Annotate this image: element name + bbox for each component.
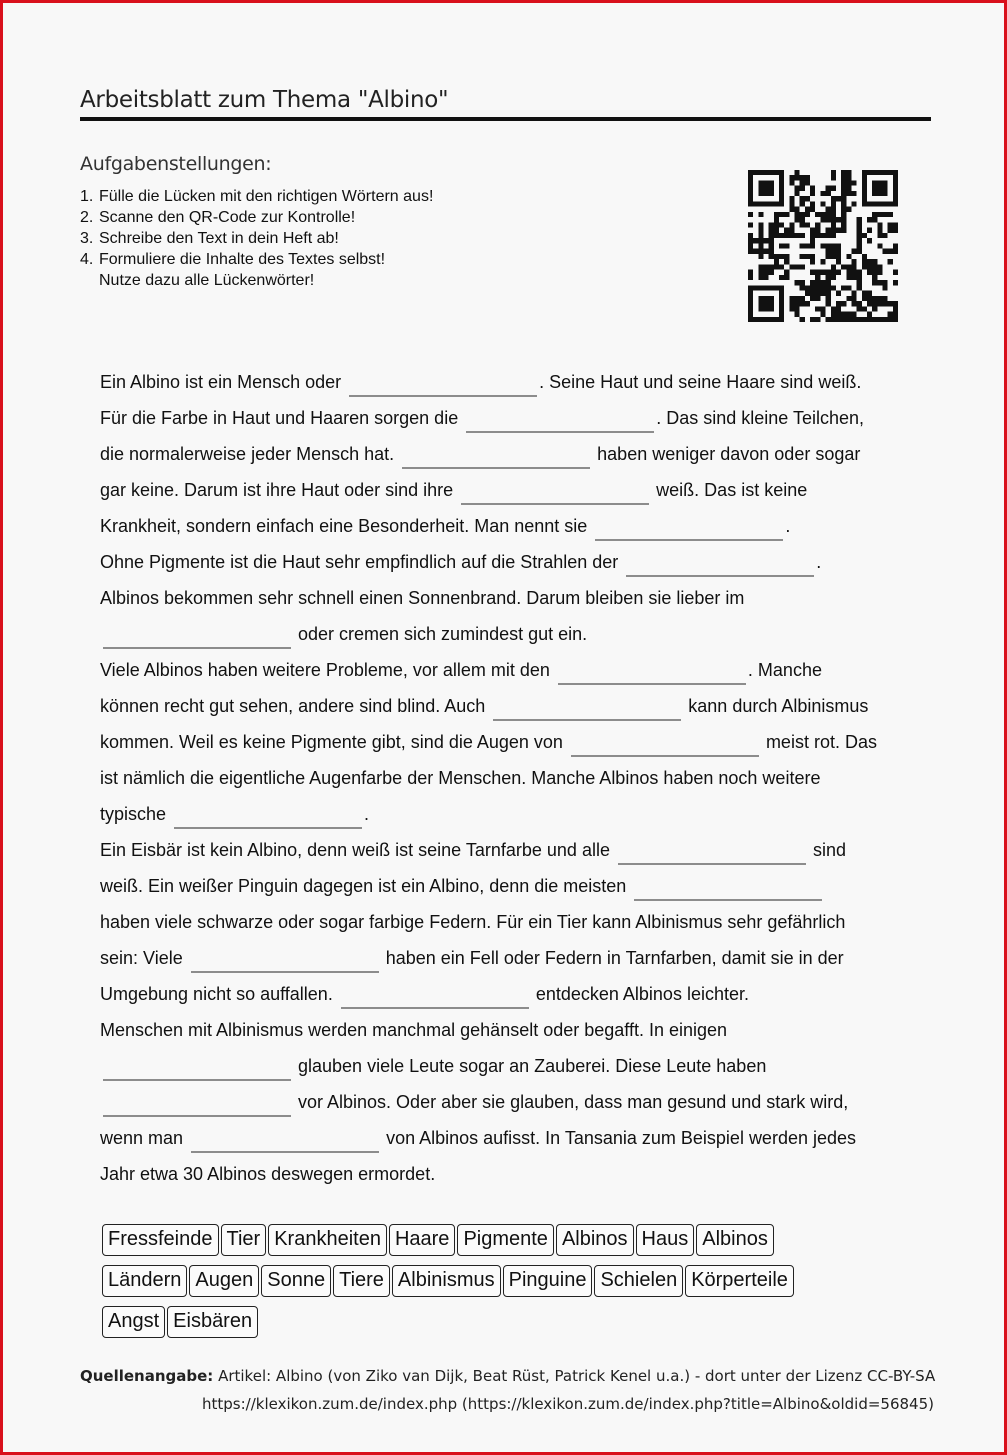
page-title: Arbeitsblatt zum Thema "Albino"	[80, 87, 931, 121]
word-chip[interactable]: Albinismus	[392, 1265, 501, 1297]
text-segment: oder cremen sich zumindest gut ein.	[293, 624, 588, 644]
text-line	[100, 976, 930, 1012]
text-segment: .	[816, 552, 822, 572]
text-line	[100, 544, 930, 580]
text-line	[100, 436, 930, 472]
blank-gap[interactable]	[349, 373, 537, 397]
text-segment: gar keine. Darum ist ihre Haut oder sind ihre	[100, 480, 459, 500]
text-segment: Jahr etwa 30 Albinos deswegen ermordet.	[100, 1164, 436, 1184]
text-segment: meist rot. Das	[760, 732, 877, 752]
source-url[interactable]: https://klexikon.zum.de/index.php (https://klexikon.zum.de/index.php?title=Albino&oldid=56845)	[202, 1395, 934, 1413]
source-label: Quellenangabe:	[80, 1367, 214, 1385]
text-line	[100, 1084, 930, 1120]
text-line	[100, 1012, 930, 1048]
text-segment: Menschen mit Albinismus werden manchmal gehänselt oder begafft. In einigen	[100, 1020, 728, 1040]
blank-gap[interactable]	[402, 445, 590, 469]
blank-gap[interactable]	[103, 1057, 291, 1081]
task-item: 3. Schreibe den Text in dein Heft ab!	[80, 230, 339, 247]
text-segment: typische	[100, 804, 172, 824]
text-segment: sein: Viele	[100, 948, 188, 968]
text-segment: Ein Eisbär ist kein Albino, denn weiß ist seine Tarnfarbe und alle	[100, 840, 615, 860]
text-segment: Für die Farbe in Haut und Haaren sorgen die	[100, 408, 464, 428]
cloze-text	[100, 364, 930, 1192]
word-chip[interactable]: Krankheiten	[268, 1224, 387, 1256]
word-chip[interactable]: Haus	[636, 1224, 695, 1256]
text-segment: Albinos bekommen sehr schnell einen Sonnenbrand. Darum bleiben sie lieber im	[100, 588, 745, 608]
word-chip[interactable]: Eisbären	[167, 1306, 258, 1338]
text-segment: vor Albinos. Oder aber sie glauben, dass man gesund und stark wird,	[293, 1092, 849, 1112]
text-segment: entdecken Albinos leichter.	[530, 984, 749, 1004]
word-bank-row	[102, 1306, 902, 1347]
text-segment: von Albinos aufisst. In Tansania zum Beispiel werden jedes	[381, 1128, 857, 1148]
word-bank	[102, 1224, 902, 1347]
qr-code-icon[interactable]	[748, 170, 898, 322]
task-item: 4. Formuliere die Inhalte des Textes selbst!	[80, 251, 386, 268]
word-chip[interactable]: Albinos	[556, 1224, 634, 1256]
blank-gap[interactable]	[571, 733, 759, 757]
blank-gap[interactable]	[595, 517, 783, 541]
word-chip[interactable]: Sonne	[261, 1265, 331, 1297]
text-line	[100, 616, 930, 652]
text-line	[100, 832, 930, 868]
blank-gap[interactable]	[493, 697, 681, 721]
text-line	[100, 1120, 930, 1156]
text-line	[100, 472, 930, 508]
blank-gap[interactable]	[103, 1093, 291, 1117]
blank-gap[interactable]	[626, 553, 814, 577]
text-segment: weiß. Das ist keine	[651, 480, 808, 500]
text-line	[100, 1156, 930, 1192]
word-chip[interactable]: Körperteile	[685, 1265, 794, 1297]
word-chip[interactable]: Tier	[221, 1224, 267, 1256]
text-segment: weiß. Ein weißer Pinguin dagegen ist ein Albino, denn die meisten	[100, 876, 632, 896]
source-text: Artikel: Albino (von Ziko van Dijk, Beat Rüst, Patrick Kenel u.a.) - dort unter der Lizenz CC-BY-SA	[213, 1367, 936, 1385]
blank-gap[interactable]	[466, 409, 654, 433]
text-segment: sind	[807, 840, 846, 860]
text-line	[100, 868, 930, 904]
text-segment: glauben viele Leute sogar an Zauberei. Diese Leute haben	[293, 1056, 767, 1076]
text-line	[100, 508, 930, 544]
text-line	[100, 940, 930, 976]
text-segment: . Das sind kleine Teilchen,	[656, 408, 865, 428]
word-bank-row	[102, 1265, 902, 1306]
blank-gap[interactable]	[174, 805, 362, 829]
word-chip[interactable]: Ländern	[102, 1265, 187, 1297]
blank-gap[interactable]	[618, 841, 806, 865]
task-list	[80, 186, 433, 291]
text-segment: Ohne Pigmente ist die Haut sehr empfindlich auf die Strahlen der	[100, 552, 624, 572]
word-chip[interactable]: Fressfeinde	[102, 1224, 219, 1256]
source-attribution	[80, 1362, 980, 1418]
text-line	[100, 904, 930, 940]
text-line	[100, 724, 930, 760]
blank-gap[interactable]	[461, 481, 649, 505]
task-item: 1. Fülle die Lücken mit den richtigen Wörtern aus!	[80, 188, 434, 205]
text-line	[100, 580, 930, 616]
tasks-heading: Aufgabenstellungen:	[80, 153, 272, 175]
text-segment: haben ein Fell oder Federn in Tarnfarben, damit sie in der	[380, 948, 844, 968]
text-segment: . Manche	[747, 660, 822, 680]
task-item-continuation: Nutze dazu alle Lückenwörter!	[99, 272, 315, 289]
text-segment: kommen. Weil es keine Pigmente gibt, sind die Augen von	[100, 732, 568, 752]
text-segment: kann durch Albinismus	[683, 696, 869, 716]
text-segment: wenn man	[100, 1128, 189, 1148]
text-line	[100, 1048, 930, 1084]
blank-gap[interactable]	[191, 949, 379, 973]
blank-gap[interactable]	[103, 625, 291, 649]
text-segment: können recht gut sehen, andere sind blind. Auch	[100, 696, 491, 716]
text-segment: ist nämlich die eigentliche Augenfarbe der Menschen. Manche Albinos haben noch weitere	[100, 768, 821, 788]
text-line	[100, 652, 930, 688]
text-segment: .	[785, 516, 791, 536]
task-item: 2. Scanne den QR-Code zur Kontrolle!	[80, 209, 356, 226]
blank-gap[interactable]	[634, 877, 822, 901]
text-segment: Viele Albinos haben weitere Probleme, vor allem mit den	[100, 660, 555, 680]
text-line	[100, 796, 930, 832]
text-segment: Krankheit, sondern einfach eine Besonderheit. Man nennt sie	[100, 516, 593, 536]
blank-gap[interactable]	[341, 985, 529, 1009]
word-chip[interactable]: Albinos	[696, 1224, 774, 1256]
text-segment: . Seine Haut und seine Haare sind weiß.	[539, 372, 862, 392]
text-segment: Umgebung nicht so auffallen.	[100, 984, 338, 1004]
word-chip[interactable]: Pinguine	[503, 1265, 593, 1297]
word-chip[interactable]: Tiere	[333, 1265, 390, 1297]
text-segment: .	[364, 804, 370, 824]
text-segment: die normalerweise jeder Mensch hat.	[100, 444, 400, 464]
word-chip[interactable]: Haare	[389, 1224, 455, 1256]
text-segment: haben weniger davon oder sogar	[592, 444, 861, 464]
word-chip[interactable]: Augen	[189, 1265, 259, 1297]
text-line	[100, 688, 930, 724]
text-segment: haben viele schwarze oder sogar farbige Federn. Für ein Tier kann Albinismus sehr gefährlich	[100, 912, 846, 932]
blank-gap[interactable]	[191, 1129, 379, 1153]
text-segment: Ein Albino ist ein Mensch oder	[100, 372, 347, 392]
word-chip[interactable]: Angst	[102, 1306, 165, 1338]
word-chip[interactable]: Schielen	[594, 1265, 683, 1297]
text-line	[100, 760, 930, 796]
blank-gap[interactable]	[558, 661, 746, 685]
word-bank-row	[102, 1224, 902, 1265]
word-chip[interactable]: Pigmente	[457, 1224, 554, 1256]
text-line	[100, 364, 930, 400]
text-line	[100, 400, 930, 436]
